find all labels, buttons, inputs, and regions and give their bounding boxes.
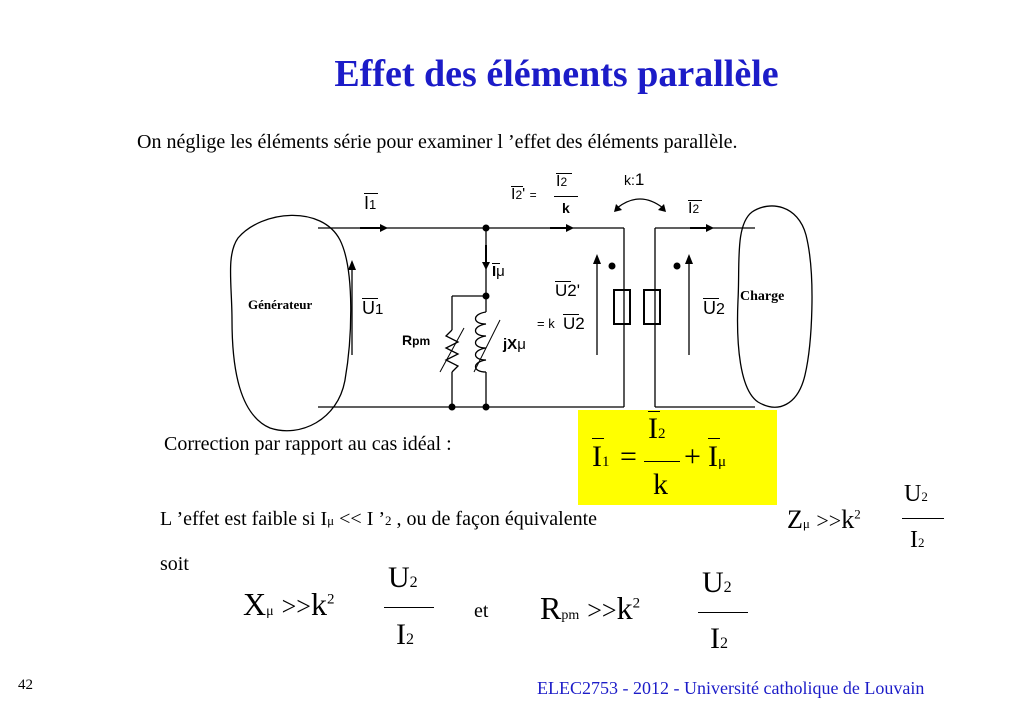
I2-over-k-numerator: I2	[556, 173, 567, 191]
footer-text: ELEC2753 - 2012 - Université catholique de Louvain	[537, 678, 925, 698]
Rpm-label: Rpm	[402, 332, 431, 348]
formula-fraction-bar	[644, 461, 680, 462]
soit-text: soit	[160, 553, 189, 575]
ratio-label: k:1	[624, 170, 645, 189]
formula-denominator-k: k	[653, 468, 668, 501]
correction-text: Correction par rapport au cas idéal :	[164, 433, 452, 455]
formula-Z-bar	[902, 518, 944, 519]
U1-label: U1	[362, 298, 384, 318]
formula-X-denominator: I2	[396, 618, 414, 651]
I2-label: I2	[688, 200, 699, 218]
load-label: Charge	[740, 289, 785, 304]
et-text: et	[474, 600, 489, 622]
effet-text: L ’effet est faible si Iμ << I ’2 , ou de façon équivalente	[160, 508, 597, 530]
U2-prime-eq: = k	[537, 316, 555, 331]
formula-R: Rpm $>>k^2$	[540, 590, 641, 626]
I2-over-k-bar	[554, 196, 578, 197]
formula-Z: $Z\mu >>k^2$	[787, 505, 861, 534]
generator-blob	[231, 215, 351, 430]
formula-R-numerator: U2	[702, 566, 732, 599]
I1-label: I1	[364, 193, 377, 213]
load-blob	[738, 206, 812, 407]
formula-X: $X\mu >>k^2$	[243, 586, 335, 622]
formula-equals: =	[620, 440, 637, 473]
formula-Z-denominator: I2	[910, 527, 925, 553]
formula-Z-numerator: U2	[904, 481, 928, 507]
I2-prime-label: I2' =	[511, 186, 537, 203]
formula-R-bar	[698, 612, 748, 613]
formula-plus: +	[684, 440, 701, 473]
generator-label: Générateur	[248, 297, 313, 312]
U2-label: U2	[703, 298, 725, 318]
k-U2-label: U2	[563, 314, 585, 333]
Imu-label: Iμ	[492, 263, 505, 280]
subtitle: On néglige les éléments série pour examiner l ’effet des éléments parallèle.	[137, 131, 738, 153]
page-title: Effet des éléments parallèle	[334, 53, 779, 95]
I2-over-k-denominator: k	[562, 200, 570, 216]
jXmu-label: jXμ	[503, 336, 526, 353]
formula-R-denominator: I2	[710, 622, 728, 655]
formula-numerator-I2: I2	[648, 412, 666, 445]
formula-I1: I1	[592, 440, 610, 473]
U2-prime-label: U2'	[555, 281, 580, 300]
formula-X-bar	[384, 607, 434, 608]
formula-Imu: Iμ	[708, 440, 727, 473]
formula-X-numerator: U2	[388, 561, 418, 594]
page-number: 42	[18, 677, 33, 693]
